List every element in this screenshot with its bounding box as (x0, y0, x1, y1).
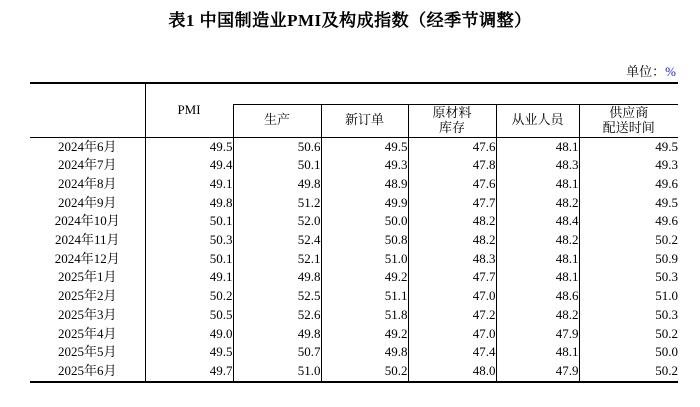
month-cell: 2024年11月 (30, 231, 145, 250)
pmi-value-cell: 49.4 (145, 156, 233, 175)
employment-value-cell: 48.6 (496, 287, 579, 306)
production-value-cell: 50.6 (233, 137, 321, 156)
new-orders-value-cell: 50.8 (321, 231, 408, 250)
new-orders-value-cell: 51.0 (321, 250, 408, 269)
employment-value-cell: 48.1 (496, 343, 579, 362)
production-value-cell: 52.0 (233, 212, 321, 231)
raw-materials-value-cell: 47.7 (408, 268, 496, 287)
month-cell: 2025年4月 (30, 325, 145, 344)
new-orders-value-cell: 51.1 (321, 287, 408, 306)
raw-materials-value-cell: 47.7 (408, 194, 496, 213)
table-row (30, 137, 678, 156)
month-cell: 2024年10月 (30, 212, 145, 231)
table-row (30, 212, 678, 231)
unit-percent-value: % (665, 64, 676, 79)
raw-materials-value-cell: 47.0 (408, 287, 496, 306)
new-orders-value-cell: 49.2 (321, 268, 408, 287)
pmi-value-cell: 49.8 (145, 194, 233, 213)
table-row (30, 194, 678, 213)
table-row (30, 231, 678, 250)
header-spacer (233, 83, 678, 104)
pmi-value-cell: 50.3 (145, 231, 233, 250)
pmi-value-cell: 49.1 (145, 175, 233, 194)
header-supplier-line1: 供应商 (609, 104, 649, 120)
header-new-orders: 新订单 (321, 104, 408, 137)
production-value-cell: 52.5 (233, 287, 321, 306)
production-value-cell: 51.0 (233, 362, 321, 382)
production-value-cell: 52.4 (233, 231, 321, 250)
production-value-cell: 49.8 (233, 175, 321, 194)
supplier-delivery-value-cell: 49.6 (655, 175, 678, 191)
supplier-delivery-value-cell: 51.0 (655, 288, 678, 304)
new-orders-value-cell: 49.8 (321, 343, 408, 362)
raw-materials-value-cell: 48.0 (408, 362, 496, 382)
pmi-value-cell: 49.0 (145, 325, 233, 344)
new-orders-value-cell: 48.9 (321, 175, 408, 194)
production-value-cell: 52.1 (233, 250, 321, 269)
employment-value-cell: 48.2 (496, 231, 579, 250)
month-cell: 2024年9月 (30, 194, 145, 213)
table-row (30, 306, 678, 325)
raw-materials-value-cell: 47.4 (408, 343, 496, 362)
pmi-value-cell: 49.5 (145, 137, 233, 156)
employment-value-cell: 48.2 (496, 194, 579, 213)
raw-materials-value-cell: 47.6 (408, 175, 496, 194)
production-value-cell: 52.6 (233, 306, 321, 325)
table-row (30, 268, 678, 287)
supplier-delivery-value-cell: 49.5 (655, 194, 678, 210)
new-orders-value-cell: 49.2 (321, 325, 408, 344)
supplier-delivery-value-cell: 49.3 (655, 157, 678, 173)
pmi-value-cell: 50.1 (145, 250, 233, 269)
supplier-delivery-value-cell: 50.0 (655, 344, 678, 360)
production-value-cell: 49.8 (233, 325, 321, 344)
month-cell: 2025年6月 (30, 362, 145, 382)
month-cell: 2025年1月 (30, 268, 145, 287)
pmi-value-cell: 49.5 (145, 343, 233, 362)
month-cell: 2024年6月 (30, 137, 145, 156)
supplier-delivery-value-cell: 50.3 (655, 306, 678, 322)
raw-materials-value-cell: 48.2 (408, 212, 496, 231)
new-orders-value-cell: 50.2 (321, 362, 408, 382)
header-row-top (30, 83, 678, 104)
employment-value-cell: 48.1 (496, 175, 579, 194)
header-corner-cell (30, 83, 145, 137)
pmi-value-cell: 49.7 (145, 362, 233, 382)
raw-materials-value-cell: 48.3 (408, 250, 496, 269)
month-cell: 2025年3月 (30, 306, 145, 325)
raw-materials-value-cell: 47.6 (408, 137, 496, 156)
month-cell: 2024年8月 (30, 175, 145, 194)
new-orders-value-cell: 51.8 (321, 306, 408, 325)
header-raw-materials-inventory (408, 104, 496, 137)
employment-value-cell: 47.9 (496, 362, 579, 382)
new-orders-value-cell: 50.0 (321, 212, 408, 231)
pmi-value-cell: 50.1 (145, 212, 233, 231)
supplier-delivery-value-cell: 50.2 (655, 325, 678, 341)
supplier-delivery-value-cell: 50.9 (655, 250, 678, 266)
production-value-cell: 51.2 (233, 194, 321, 213)
supplier-delivery-value-cell: 50.2 (655, 362, 678, 378)
supplier-delivery-value-cell: 49.6 (655, 213, 678, 229)
employment-value-cell: 48.3 (496, 156, 579, 175)
production-value-cell: 50.7 (233, 343, 321, 362)
raw-materials-value-cell: 47.2 (408, 306, 496, 325)
month-cell: 2024年12月 (30, 250, 145, 269)
pmi-value-cell: 50.2 (145, 287, 233, 306)
table-row (30, 156, 678, 175)
production-value-cell: 49.8 (233, 268, 321, 287)
new-orders-value-cell: 49.9 (321, 194, 408, 213)
raw-materials-value-cell: 47.0 (408, 325, 496, 344)
unit-prefix-text: 单位： (626, 64, 666, 79)
raw-materials-value-cell: 48.2 (408, 231, 496, 250)
pmi-index-table (30, 82, 678, 383)
month-cell: 2024年7月 (30, 156, 145, 175)
employment-value-cell: 48.1 (496, 250, 579, 269)
header-employed-persons: 从业人员 (496, 104, 579, 137)
table-row (30, 175, 678, 194)
employment-value-cell: 48.2 (496, 306, 579, 325)
table-row (30, 343, 678, 362)
employment-value-cell: 48.4 (496, 212, 579, 231)
header-production: 生产 (233, 104, 321, 137)
table-row (30, 325, 678, 344)
employment-value-cell: 48.1 (496, 268, 579, 287)
month-cell: 2025年5月 (30, 343, 145, 362)
production-value-cell: 50.1 (233, 156, 321, 175)
table-title: 表1 中国制造业PMI及构成指数（经季节调整） (168, 11, 532, 30)
employment-value-cell: 48.1 (496, 137, 579, 156)
supplier-delivery-value-cell: 50.3 (655, 269, 678, 285)
supplier-delivery-value-cell: 50.2 (655, 232, 678, 248)
header-raw-materials-line1: 原材料 (432, 104, 472, 120)
month-cell: 2025年2月 (30, 287, 145, 306)
header-pmi: PMI (145, 83, 233, 137)
table-row (30, 362, 678, 382)
header-supplier-delivery-time (579, 104, 678, 137)
raw-materials-value-cell: 47.8 (408, 156, 496, 175)
pmi-value-cell: 50.5 (145, 306, 233, 325)
header-raw-materials-line2: 库存 (438, 119, 465, 135)
table-row (30, 287, 678, 306)
header-supplier-line2: 配送时间 (602, 119, 655, 135)
table-row (30, 250, 678, 269)
pmi-value-cell: 49.1 (145, 268, 233, 287)
supplier-delivery-value-cell: 49.5 (655, 138, 678, 154)
unit-label (626, 61, 676, 80)
new-orders-value-cell: 49.5 (321, 137, 408, 156)
new-orders-value-cell: 49.3 (321, 156, 408, 175)
employment-value-cell: 47.9 (496, 325, 579, 344)
